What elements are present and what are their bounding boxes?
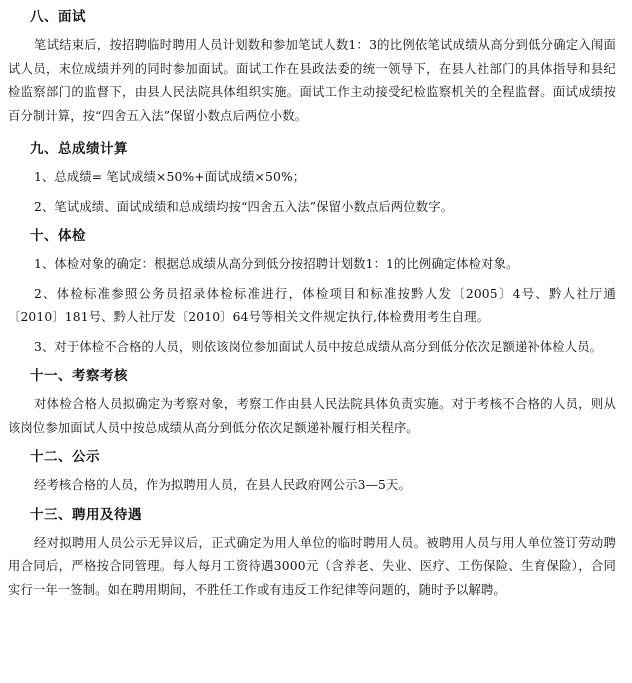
section-8-paragraph-1: 笔试结束后，按招聘临时聘用人员计划数和参加笔试人数1：3的比例依笔试成绩从高分到低分确定入闱面试人员，末位成绩并列的同时参加面试。面试工作在县政法委的统一领导下，在县人社部门的具体指导和县纪检监察部门的监督下，由县人民法院具体组织实施。面试工作主动接受纪检监察机关的全程监督。面试成绩按百分制计算，按“四舍五入法”保留小数点后两位小数。	[8, 38, 616, 123]
spacer	[8, 128, 616, 138]
section-8-heading: 八、面试	[30, 9, 86, 25]
section-13-paragraph-1: 经对拟聘用人员公示无异议后，正式确定为用人单位的临时聘用人员。被聘用人员与用人单位签订劳动聘用合同后，严格按合同管理。每人每月工资待遇3000元（含养老、失业、医疗、工伤保险、生育保险），合同实行一年一签制。如在聘用期间，不胜任工作或有违反工作纪律等问题的，随时予以解聘。	[8, 535, 616, 597]
section-9-paragraph-2: 2、笔试成绩、面试成绩和总成绩均按“四舍五入法”保留小数点后两位数字。	[34, 199, 454, 214]
section-12-heading: 十二、公示	[30, 449, 100, 465]
section-10-paragraph-3: 3、对于体检不合格的人员，则依该岗位参加面试人员中按总成绩从高分到低分依次足额递补体检人员。	[34, 339, 603, 354]
section-10-heading: 十、体检	[30, 228, 86, 244]
section-10-paragraph-2: 2、体检标准参照公务员招录体检标准进行，体检项目和标准按黔人发〔2005〕4号、黔人社厅通〔2010〕181号、黔人社厅发〔2010〕64号等相关文件规定执行,体检费用考生自理。	[8, 286, 616, 324]
section-9-heading: 九、总成绩计算	[30, 141, 128, 157]
section-13-heading: 十三、聘用及待遇	[30, 506, 142, 523]
section-9-paragraph-1: 1、总成绩= 笔试成绩×50%+面试成绩×50%；	[34, 170, 306, 184]
section-10-paragraph-1: 1、体检对象的确定：根据总成绩从高分到低分按招聘计划数1：1的比例确定体检对象。	[34, 257, 519, 271]
section-11-heading: 十一、考察考核	[30, 368, 128, 384]
section-11-paragraph-1: 对体检合格人员拟确定为考察对象，考察工作由县人民法院具体负责实施。对于考核不合格的人员，则从该岗位参加面试人员中按总成绩从高分到低分依次足额递补履行相关程序。	[8, 397, 616, 435]
section-12-paragraph-1: 经考核合格的人员，作为拟聘用人员，在县人民政府网公示3—5天。	[34, 478, 411, 492]
